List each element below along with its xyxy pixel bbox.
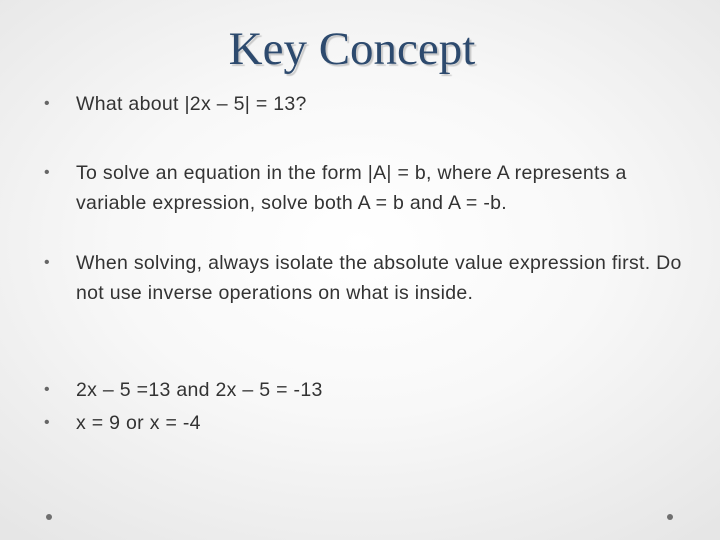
- bullet-text: To solve an equation in the form |A| = b, where A represents a variable expression, solve both A = b and A = -b.: [76, 162, 627, 214]
- bullet-marker: •: [44, 164, 50, 181]
- bullet-marker: •: [44, 254, 50, 271]
- bullet-marker: •: [44, 381, 50, 398]
- bullet-item: [44, 248, 696, 308]
- bullet-text: When solving, always isolate the absolute value expression first. Do not use inverse operations on what is inside.: [76, 252, 682, 304]
- bullet-text: x = 9 or x = -4: [76, 412, 201, 434]
- slide-title: Key Concept: [228, 23, 476, 75]
- bullet-text: What about |2x – 5| = 13?: [76, 93, 307, 115]
- bullet-text: 2x – 5 =13 and 2x – 5 = -13: [76, 379, 323, 401]
- bullet-item: [44, 89, 696, 119]
- bullet-item: [44, 375, 696, 405]
- bullet-marker: •: [44, 95, 50, 112]
- decorative-dot-icon: [46, 514, 52, 520]
- bullet-item: [44, 158, 696, 218]
- decorative-dot-icon: [667, 514, 673, 520]
- bullet-marker: •: [44, 414, 50, 431]
- bullet-item: [44, 408, 696, 438]
